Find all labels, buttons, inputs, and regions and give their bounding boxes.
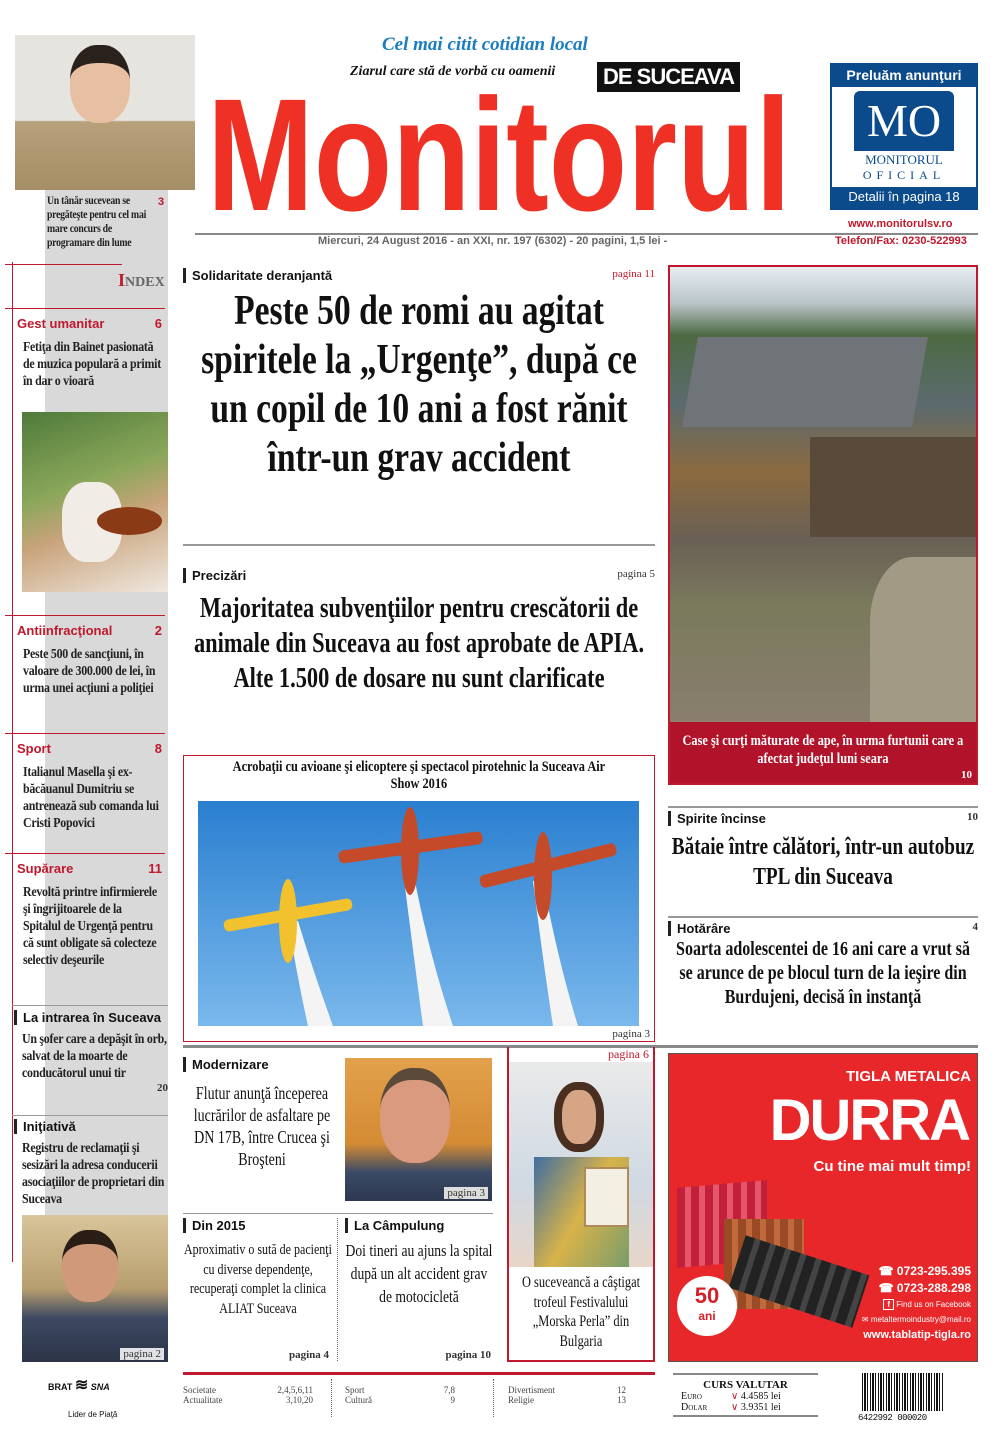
index-section: Antiinfracţional [17,623,113,638]
down-arrow-icon: ∨ [731,1391,741,1402]
teaser-text: Un tânăr sucevean se pregăteşte pentru cel mai mare concurs de programare din lume [47,195,147,249]
section-name: Societate [183,1385,216,1395]
flutur-photo[interactable] [345,1058,492,1201]
index-item[interactable] [17,316,162,390]
section-row[interactable] [345,1385,455,1395]
edition-badge: DE SUCEAVA [597,62,740,92]
barcode-number: 6422992 000020 [858,1413,927,1423]
din2015-headline[interactable]: Aproximativ o sută de pacienţi cu diverse dependenţe, recuperaţi complet la clinica ALIAT Suceava [184,1242,332,1317]
modern-article[interactable] [183,1057,341,1170]
fight-page: 10 [967,811,978,823]
fx-value: 3.9351 lei [740,1402,781,1413]
section-row[interactable] [508,1395,626,1405]
mo-line1: MONITORUL [865,152,943,167]
section-row[interactable] [183,1395,313,1405]
section-pages: 2,4,5,6,11 [277,1385,313,1395]
fx-currency: Dolar [681,1402,708,1413]
subtitle: Ziarul care stă de vorbă cu oamenii [350,64,556,79]
mo-line2: OFICIAL [862,168,946,182]
email-text: metaltermoindustry@mail.ro [870,1315,971,1324]
campulung-article[interactable] [345,1218,493,1361]
section-pages: 13 [617,1395,626,1405]
index-title [118,270,165,291]
index-item[interactable] [17,623,162,697]
fx-title: CURS VALUTAR [703,1379,788,1391]
section-pages: 9 [450,1395,455,1405]
index-divider [5,853,165,854]
flood-caption: Case şi curţi măturate de ape, în urma furtunii care a afectat judeţul luni seara [682,733,964,767]
second-headline[interactable]: Majoritatea subvenţiilor pentru crescătorii de animale din Suceava au fost aprobate de APIA. Alte 1.500 de dosare nu sunt clarificate [193,593,645,694]
ad-website[interactable]: www.tablatip-tigla.ro [863,1329,971,1341]
exchange-rates [673,1373,818,1417]
campulung-kicker: La Câmpulung [345,1218,493,1233]
airshow-page: pagina 3 [612,1028,650,1040]
leader-text: Lider de Piaţă [68,1410,118,1419]
second-kicker: Precizări [183,568,246,583]
second-article[interactable] [183,568,655,696]
index-divider [5,733,165,734]
phone: Telefon/Fax: 0230-522993 [835,235,967,247]
violin-girl-photo[interactable] [22,412,168,592]
lead-kicker: Solidaritate deranjantă [183,268,332,283]
index-section: Gest umanitar [17,316,105,331]
section-pages: 7,8 [443,1385,455,1395]
section-pages: 12 [617,1385,626,1395]
divider [337,1218,338,1361]
brief-page: 20 [157,1082,168,1094]
facebook-text: Find us on Facebook [896,1300,971,1309]
mo-box-bottom: Detalii în pagina 18 [848,189,960,204]
section-row[interactable] [345,1395,455,1405]
campulung-page: pagina 10 [445,1349,491,1361]
index-rule [12,262,13,1262]
section-name: Religie [508,1395,534,1405]
masthead-title: Monitorul [207,94,791,212]
index-rest: NDEX [125,275,165,290]
section-row[interactable] [183,1385,313,1395]
teaser-photo[interactable] [15,35,195,190]
index-text: Revoltă printre infirmierele şi îngrijitoarele de la Spitalul de Urgenţă pentru că sunt obligate să colecteze selectiv deşeurile [23,885,157,968]
brief-item[interactable] [14,1119,168,1208]
lead-article[interactable] [183,268,655,546]
lifespan-badge [677,1276,737,1336]
modern-headline[interactable]: Flutur anunţă începerea lucrărilor de asfaltare pe DN 17B, între Crucea şi Broşteni [193,1083,331,1169]
index-divider [5,308,165,309]
brief-text: Registru de reclamaţii şi sesizări la adresa conducerii asociaţiilor de proprietari din Suceava [22,1141,165,1207]
index-page: 6 [154,316,162,331]
mo-logo: MO [854,91,954,151]
din2015-article[interactable] [183,1218,333,1361]
facebook-icon: f [883,1299,894,1310]
section-name: Cultură [345,1395,372,1405]
phone-number: 0723-295.395 [896,1264,971,1278]
divider [493,1379,494,1417]
fx-row [673,1391,818,1402]
verdict-kicker: Hotărâre [668,921,730,936]
section-pages: 3,10,20 [286,1395,313,1405]
index-text: Peste 500 de sancţiuni, în valoare de 300.000 de lei, în urma unei acţiuni a poliţiei [23,647,156,696]
airshow-title: Acrobaţii cu avioane şi elicoptere şi spectacol pirotehnic la Suceava Air Show 2016 [232,759,606,792]
index-text: Italianul Masella şi ex-băcăuanul Dumitriu se antrenează sub comanda lui Cristi Popovici [23,765,159,831]
teaser-page: 3 [158,196,165,208]
divider [183,1213,493,1214]
brief-kicker: Iniţiativă [14,1119,168,1134]
index-section: Sport [17,741,51,756]
brief-item[interactable] [14,1010,168,1094]
barcode [862,1373,944,1411]
photo-page-label: pagina 2 [120,1348,164,1360]
section-name: Actualitate [183,1395,223,1405]
index-initial: I [118,270,126,290]
verdict-headline[interactable]: Soarta adolescentei de 16 ani care a vrut să se arunce de pe blocul turn de la ieşire din Burdujeni, decisă în instanţă [676,938,970,1008]
brat-logo [48,1376,110,1397]
ad-phone2 [879,1281,971,1296]
morska-headline[interactable]: O suceveancă a câştigat trofeul Festivalului „Morska Perla” din Bulgaria [521,1274,641,1350]
lead-headline[interactable]: Peste 50 de romi au agitat spiritele la „Urgenţe”, după ce un copil de 10 ani a fost rănit într-un grav accident [201,288,637,481]
down-arrow-icon: ∨ [731,1402,741,1413]
index-text: Fetiţa din Bainet pasionată de muzica populară a primit în dar o vioară [23,340,161,389]
mo-box[interactable] [830,63,978,210]
airshow-box[interactable] [183,755,655,1042]
teaser-box[interactable] [45,192,155,252]
din2015-kicker: Din 2015 [183,1218,333,1233]
index-page: 8 [154,741,162,756]
date-line: Miercuri, 24 August 2016 - an XXI, nr. 197 (6302) - 20 pagini, 1,5 lei - [318,235,668,247]
campulung-headline[interactable]: Doi tineri au ajuns la spital după un alt accident grav de motocicletă [345,1241,493,1306]
fight-kicker: Spirite încinse [668,811,766,826]
index-section: Supărare [17,861,74,876]
footer-red-rule [183,1372,655,1375]
ad-line1: TIGLA METALICA [846,1068,971,1085]
morska-page: pagina 6 [608,1047,649,1061]
man-photo[interactable] [22,1215,168,1362]
website-link[interactable]: www.monitorulsv.ro [848,218,953,230]
index-page: 11 [148,861,162,876]
ad-facebook[interactable] [883,1299,971,1311]
tagline: Cel mai citit cotidian local [382,34,588,55]
din2015-page: pagina 4 [288,1349,329,1361]
section-name: Divertisment [508,1385,555,1395]
index-item[interactable] [17,861,162,969]
fight-article[interactable] [668,806,978,892]
mail-icon: ✉ [861,1315,871,1324]
index-rule-h [5,264,122,265]
flood-page: 10 [961,769,972,781]
second-page: pagina 5 [617,568,655,580]
lead-page: pagina 11 [612,268,655,280]
modern-kicker: Modernizare [183,1057,341,1072]
divider [12,1115,168,1116]
index-item[interactable] [17,741,162,832]
fx-currency: Euro [681,1391,702,1402]
section-row[interactable] [508,1385,626,1395]
fx-value: 4.4585 lei [740,1391,781,1402]
fx-row [673,1402,818,1413]
brief-text: Un şofer care a depăşit în orb, salvat de la moarte de conducătorul unui tir [22,1032,167,1081]
section-name: Sport [345,1385,365,1395]
index-divider [5,615,165,616]
divider [12,1005,168,1006]
morska-box[interactable] [507,1047,655,1362]
durra-ad[interactable] [668,1053,978,1362]
ad-slogan: Cu tine mai mult timp! [813,1158,971,1175]
phone-icon: ☎ [878,1264,897,1278]
ad-phone1 [879,1264,971,1279]
index-page: 2 [154,623,162,638]
morska-photo[interactable] [509,1062,653,1267]
fight-headline[interactable]: Bătaie între călători, într-un autobuz TPL din Suceava [671,834,975,890]
flood-box[interactable] [668,265,978,785]
waves-icon: ≋ [74,1377,89,1394]
divider [331,1379,332,1417]
sna-text: SNA [90,1382,110,1392]
verdict-article[interactable] [668,916,978,1009]
badge-number: 50 [694,1283,720,1308]
mo-box-top: Preluăm anunţuri [846,67,962,83]
flutur-page: pagina 3 [444,1187,488,1199]
badge-unit: ani [698,1309,716,1323]
masthead-logo[interactable] [205,94,795,212]
verdict-page: 4 [972,921,978,933]
brat-text: BRAT [48,1382,73,1392]
ad-brand: DURRA [769,1088,969,1153]
airshow-photo[interactable] [198,801,639,1026]
ad-email[interactable] [862,1314,971,1325]
phone-number: 0723-288.298 [896,1281,971,1295]
brief-kicker: La intrarea în Suceava [14,1010,168,1025]
flood-photo[interactable] [670,267,976,722]
phone-icon: ☎ [878,1281,897,1295]
